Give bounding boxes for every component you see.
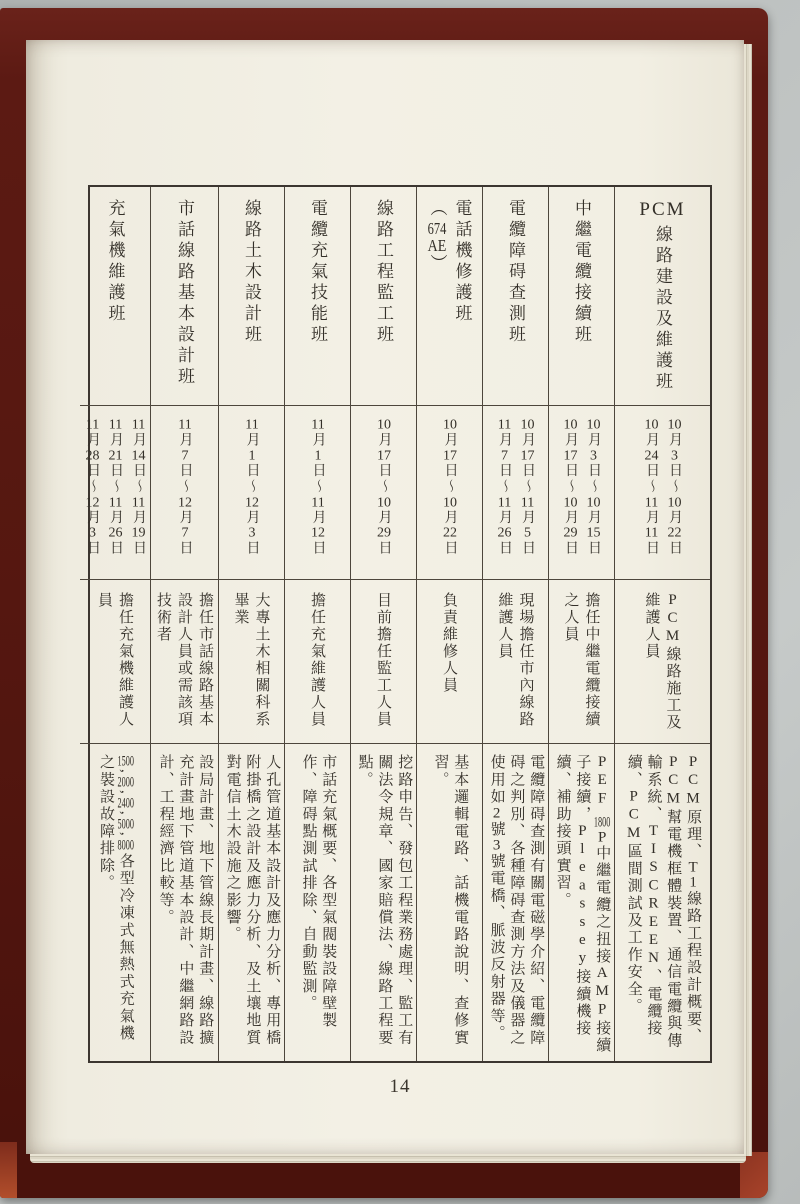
- class-trainees-cell: [151, 580, 218, 744]
- class-content: 人孔管道基本設計及應力分析、專用橋附掛橋之設計及應力分析、及土壤地質對電信土木設施之影響。: [224, 754, 281, 1047]
- date-range: 11月1日〜11月12日: [310, 418, 326, 557]
- class-title: 線路建設及維護班: [653, 225, 672, 393]
- date-range: 10月3日〜10月15日: [586, 418, 601, 557]
- class-title-cell: [549, 187, 614, 406]
- class-dates-cell: [351, 406, 416, 580]
- date-range: 10月17日〜10月29日: [376, 418, 392, 557]
- class-title-cell: [80, 187, 150, 406]
- table-column-pcm-line: [614, 187, 710, 1061]
- date-range: 11月1日〜12月3日: [244, 418, 260, 557]
- class-title-cell: [417, 187, 482, 406]
- class-trainees: 擔任市話線路基本設計人員或需該項技術者: [155, 592, 213, 728]
- class-trainees-cell: [80, 580, 150, 744]
- page-stack-edge-bottom: [30, 1154, 746, 1163]
- class-title-cell: [615, 187, 710, 406]
- class-trainees: 擔任充氣機維護人員: [96, 592, 133, 728]
- class-trainees: 擔任中繼電纜接續之人員: [562, 592, 600, 728]
- class-trainees-cell: [219, 580, 284, 744]
- table-column-telephone-repair: [416, 187, 482, 1061]
- class-title: 電纜障碍查測班: [506, 199, 525, 346]
- class-title: 電話機修護班（674AE）: [427, 199, 472, 325]
- table-column-line-supervision: [350, 187, 416, 1061]
- class-content-cell: [417, 744, 482, 1061]
- training-schedule-table: [85, 185, 712, 1063]
- class-title-cell: [483, 187, 548, 406]
- date-range: 11月7日〜12月7日: [177, 418, 193, 557]
- class-content-cell: [483, 744, 548, 1061]
- page-number: 14: [389, 1076, 411, 1097]
- class-dates-cell: [219, 406, 284, 580]
- class-title: 線路工程監工班: [374, 199, 393, 346]
- class-content-cell: [151, 744, 218, 1061]
- date-range: 10月17日〜11月5日: [520, 418, 535, 557]
- class-title: 中繼電纜接續班: [572, 199, 591, 346]
- book-corner-bottom-left: [0, 1142, 17, 1198]
- class-trainees: PCM線路施工及維護人員: [643, 592, 681, 731]
- page-stack-edge-right: [744, 44, 752, 1156]
- class-trainees: 目前擔任監工人員: [375, 592, 391, 728]
- class-dates-cell: [483, 406, 548, 580]
- class-trainees-cell: [351, 580, 416, 744]
- class-content: 1500,2000,2400,5000,8000各型冷凍式無熱式充氣機之裝設故障排除。: [98, 754, 135, 1043]
- class-title-cell: [351, 187, 416, 406]
- class-trainees: 擔任充氣維護人員: [309, 592, 325, 728]
- class-dates-cell: [285, 406, 350, 580]
- class-content-cell: [615, 744, 710, 1061]
- class-content-cell: [80, 744, 150, 1061]
- table-column-local-line-basic-design: [150, 187, 218, 1061]
- table-column-trunk-cable-splice: [548, 187, 614, 1061]
- class-content-cell: [219, 744, 284, 1061]
- class-content-cell: [351, 744, 416, 1061]
- class-dates-cell: [80, 406, 150, 580]
- book-page: [26, 40, 744, 1154]
- class-trainees: 現場擔任市內線路維護人員: [496, 592, 534, 728]
- class-title: 充氣機維護班: [105, 199, 125, 325]
- class-trainees-cell: [549, 580, 614, 744]
- class-title-cell: [151, 187, 218, 406]
- date-range: 11月7日〜11月26日: [497, 418, 512, 557]
- date-range: 10月17日〜10月22日: [442, 418, 458, 557]
- date-range: 10月3日〜10月22日: [667, 418, 682, 557]
- class-title: 電纜充氣技能班: [308, 199, 327, 346]
- table-column-civil-design: [218, 187, 284, 1061]
- class-content: 電纜障碍查測有關電磁學介紹、電纜障碍之判別、各種障碍查測方法及儀器之使用如2號3號電橋、脈波反射器等。: [488, 754, 545, 1047]
- class-title-cell: [219, 187, 284, 406]
- class-title-cell: [285, 187, 350, 406]
- class-trainees-cell: [285, 580, 350, 744]
- class-title: 線路土木設計班: [242, 199, 261, 346]
- class-trainees: 負責維修人員: [441, 592, 457, 694]
- date-range: 11月21日〜11月26日: [108, 418, 123, 557]
- class-trainees-cell: [615, 580, 710, 744]
- class-trainees: 大專土木相關科系畢業: [232, 592, 270, 728]
- class-content: 市話充氣概要、各型氣閥裝設障壁製作、障碍點測試排除、自動監測。: [300, 754, 337, 1030]
- table-column-cable-pressurization-skill: [284, 187, 350, 1061]
- class-dates-cell: [151, 406, 218, 580]
- class-content: 基本邏輯電路、話機電路說明、查修實習。: [432, 754, 469, 1047]
- class-content: PCM原理、T1線路工程設計概要、PCM幫電機框體裝置、通信電纜與傳輸系統、TISCREEN、電纜接續、PCM區間測試及工作安全。: [625, 754, 702, 1050]
- class-title-latin: PCM: [639, 199, 686, 220]
- class-content: PEF 1800P中繼電纜之扭接AMP接續子接續，Pleassey接續機接續、補助接頭實習。: [554, 754, 611, 1054]
- date-range: 11月14日〜11月19日: [131, 418, 146, 557]
- date-range: 10月24日〜11月11日: [644, 418, 659, 557]
- class-trainees-cell: [483, 580, 548, 744]
- class-title: 市話線路基本設計班: [175, 199, 194, 388]
- date-range: 10月17日〜10月29日: [563, 418, 578, 557]
- date-range: 11月28日〜12月3日: [85, 418, 100, 557]
- class-content: 設局計畫、地下管線長期計畫、線路擴充計畫地下管道基本設計、中繼網路設計、工程經濟比較等。: [157, 754, 214, 1047]
- table-column-pressurizer-maintenance: [80, 187, 150, 1061]
- class-dates-cell: [417, 406, 482, 580]
- class-content: 挖路申告、發包工程業務處理、監工有關法令規章、國家賠償法、線路工程要點。: [356, 754, 413, 1047]
- class-dates-cell: [549, 406, 614, 580]
- class-dates-cell: [615, 406, 710, 580]
- class-content-cell: [549, 744, 614, 1061]
- class-trainees-cell: [417, 580, 482, 744]
- book-cover: [0, 8, 768, 1198]
- table-column-cable-fault-testing: [482, 187, 548, 1061]
- class-content-cell: [285, 744, 350, 1061]
